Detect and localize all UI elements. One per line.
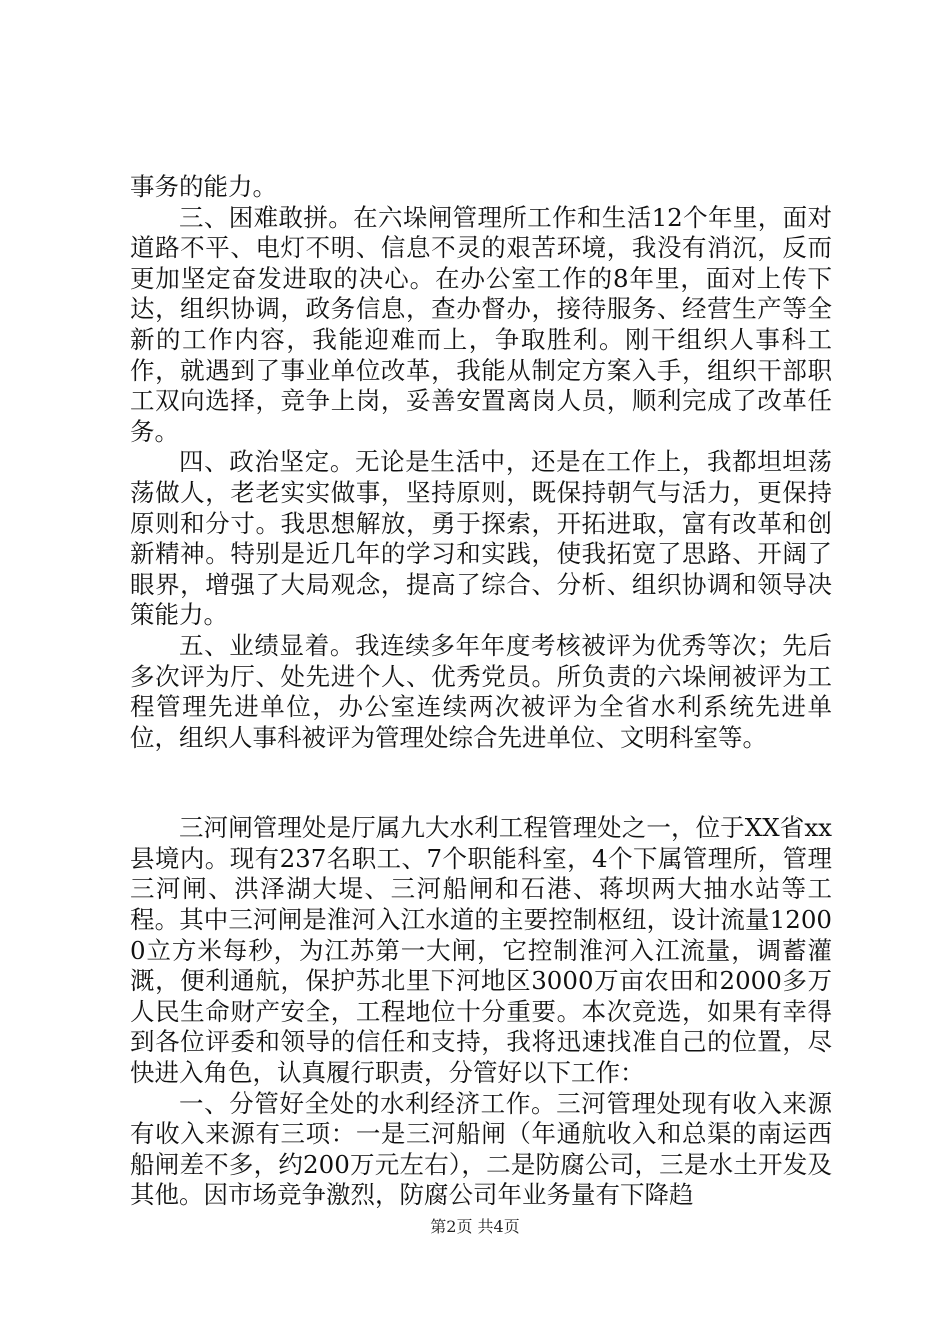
paragraph-sanhe-intro: 三河闸管理处是厅属九大水利工程管理处之一，位于XX省xx县境内。现有237名职工、7个职能科室，4个下属管理所，管理三河闸、洪泽湖大堤、三河船闸和石港、蒋坝两大抽水站等工程。其中三河闸是淮河入江水道的主要控制枢纽，设计流量12000立方米每秒，为江苏第一大闸，它控制淮河入江流量，调蓄灌溉，便利通航，保护苏北里下河地区3000万亩农田和2000多万人民生命财产安全，工程地位十分重要。本次竞选，如果有幸得到各位评委和领导的信任和支持，我将迅速找准自己的位置，尽快进入角色，认真履行职责，分管好以下工作： [130, 813, 832, 1088]
page-number-footer: 第2页 共4页 [430, 1217, 520, 1236]
body-text [130, 172, 832, 1211]
section-gap [130, 753, 832, 813]
paragraph-water-economy: 一、分管好全处的水利经济工作。三河管理处现有收入来源有收入来源有三项：一是三河船闸（年通航收入和总渠的南运西船闸差不多，约200万元左右），二是防腐公司，三是水土开发及其他。因市场竞争激烈，防腐公司年业务量有下降趋 [130, 1088, 832, 1210]
paragraph-difficulty: 三、困难敢拼。在六垛闸管理所工作和生活12个年里，面对道路不平、电灯不明、信息不灵的艰苦环境，我没有消沉，反而更加坚定奋发进取的决心。在办公室工作的8年里，面对上传下达，组织协调，政务信息，查办督办，接待服务、经营生产等全新的工作内容，我能迎难而上，争取胜利。刚干组织人事科工作，就遇到了事业单位改革，我能从制定方案入手，组织干部职工双向选择，竞争上岗，妥善安置离岗人员，顺利完成了改革任务。 [130, 202, 832, 446]
paragraph-continuation: 事务的能力。 [130, 172, 277, 201]
paragraph-achievements: 五、业绩显着。我连续多年年度考核被评为优秀等次；先后多次评为厅、处先进个人、优秀党员。所负责的六垛闸被评为工程管理先进单位，办公室连续两次被评为全省水利系统先进单位，组织人事科被评为管理处综合先进单位、文明科室等。 [130, 630, 832, 752]
paragraph-politics: 四、政治坚定。无论是生活中，还是在工作上，我都坦坦荡荡做人，老老实实做事，坚持原则，既保持朝气与活力，更保持原则和分寸。我思想解放，勇于探索，开拓进取，富有改革和创新精神。特别是近几年的学习和实践，使我拓宽了思路、开阔了眼界，增强了大局观念，提高了综合、分析、组织协调和领导决策能力。 [130, 447, 832, 630]
